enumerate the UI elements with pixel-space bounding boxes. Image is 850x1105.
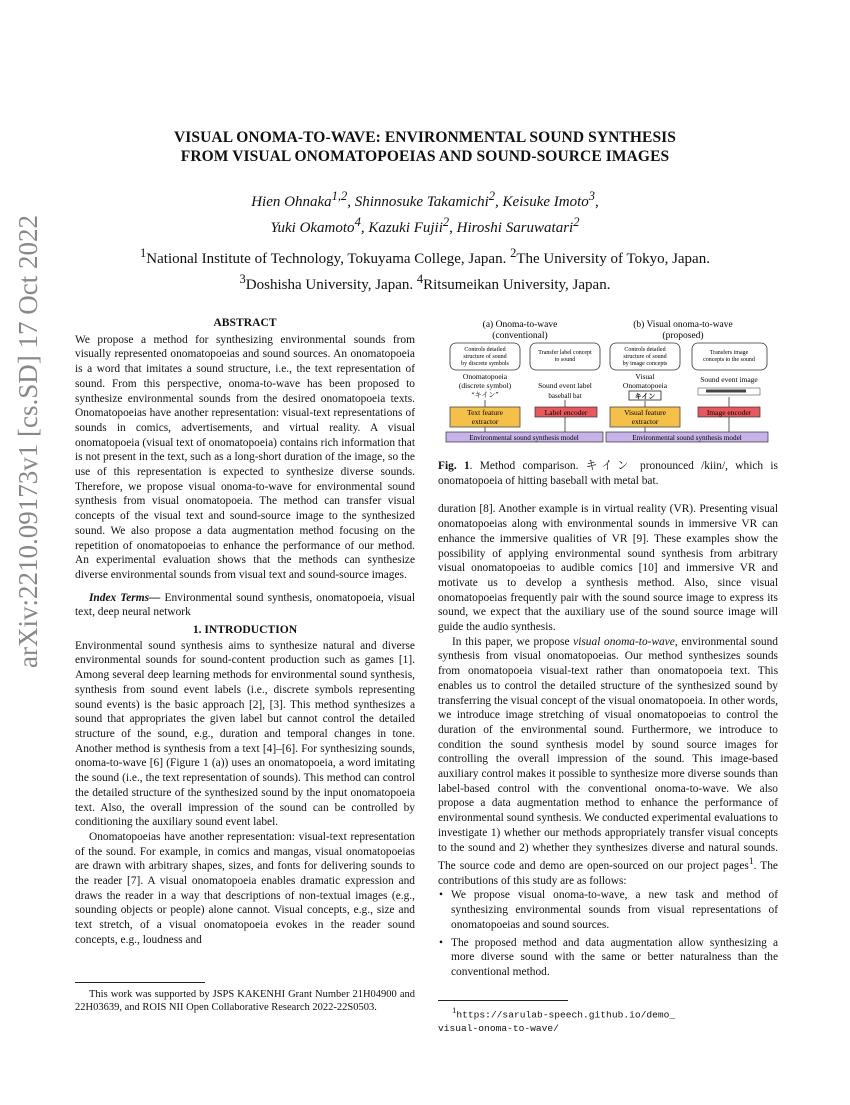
author-sup: 4 <box>354 215 361 229</box>
visual-feature-extractor-label: Visual feature <box>624 408 666 417</box>
left-footnote <box>75 982 415 1014</box>
fig-label-a: (a) Onoma-to-wave <box>482 320 558 330</box>
paper-title <box>80 128 770 166</box>
index-terms-text: Environmental sound synthesis, onomatopoeia, visual text, deep neural network <box>75 591 415 619</box>
bubble-3-text: structure of sound <box>623 354 667 360</box>
arxiv-stamp <box>4 0 48 1100</box>
author-sup: 3 <box>588 189 596 203</box>
author-list: Hien Ohnaka$^{1,2}$, Shinnosuke Takamichi$^2$, Keisuke Imoto$^3$, Yuki Okamoto$^4$, Kazuki Fujii$^2$, Hiroshi Saruwatari$^2$ <box>251 189 599 236</box>
bubble-4-text: Transfers image <box>709 350 749 356</box>
label-encoder-label: Label encoder <box>544 408 588 417</box>
caption-text: . Method comparison. キイン pronounced /kiin/, which is onomatopoeia of hitting baseball with metal bat. <box>438 460 778 487</box>
author-sup: 2 <box>573 215 580 229</box>
affil-text: Ritsumeikan University, Japan. <box>423 277 611 293</box>
fig-label-a2: (conventional) <box>492 331 548 341</box>
affil-sup: 1 <box>140 246 147 260</box>
onomatopoeia-label: (discrete symbol) <box>458 381 512 390</box>
sound-event-image-label: Sound event image <box>700 375 758 384</box>
affil-text: Doshisha University, Japan. <box>245 277 414 293</box>
p2-text: In this paper, we propose <box>452 635 574 648</box>
right-paragraph-1: duration [8]. Another example is in virtual reality (VR). Presenting visual onomatopoeias along with environmental sounds in immersive VR can enhance the immersive qualities of VR [9]. These examples show the possibility of applying environmental sound synthesis from arbitrary visual onomatopoeias to audible comics [10] and immersive VR and motivate us to develop a synthesis method. Also, since visual onomatopoeias frequently pair with the sound source image to express its sound, we expect that the auxiliary use of the sound source image will guide the audio synthesis. <box>438 503 778 634</box>
right-paragraph-2 <box>438 635 778 889</box>
intro-paragraph-1: Environmental sound synthesis aims to synthesize natural and diverse environmental sounds for sound-content production such as games [1]. Among several deep learning methods for environmental sound synthesis, synthesis from sound event labels (i.e., discrete symbols representing sound events) is the basic approach [2], [3]. This method synthesizes a sound that appropriates the given label but cannot control the detailed structure of the sound, e.g., duration and temporal changes in tone. Another method is synthesis from a text [4]–[6]. For synthesizing sounds, onoma-to-wave [6] (Figure 1 (a)) uses an onomatopoeia, a word imitating the sound (i.e., the text representation of sounds). This method can control the detailed structure of the synthesized sound by the input onomatopoeia text. Also, the overall impression of the sound can be controlled by conditioning the auxiliary sound event label. <box>75 639 415 829</box>
p2-text: , environmental sound synthesis from visual onomatopoeias. Our method synthesizes sounds from onomatopoeia visual-text rather than onomatopoeia text. This enables us to control the detailed structure of the synthesized sound by transferring the visual concept of the visual onomatopoeia. In other words, we introduce image stretching of visual onomatopoeias to control the duration of the environmental sound. Furthermore, we introduce to condition the sound synthesis model by sound source images for controlling the overall impression of the sound. This image-based auxiliary control makes it possible to synthesize more diverse sounds than label-based control with the conventional onoma-to-wave. We also propose a data augmentation method to enhance the performance of environmental sound synthesis. We conducted experimental evaluations to investigate 1) whether our methods appropriately transfer visual concepts to the sound and 2) whether they synthesizes diverse and natural sounds. The source code and demo are open-sourced on our project pages <box>438 635 778 873</box>
author-name: Yuki Okamoto <box>270 220 355 236</box>
intro-heading: 1. INTRODUCTION <box>192 623 298 637</box>
figure-1 <box>440 316 780 446</box>
author-sup: 1,2 <box>331 189 348 203</box>
footnote-url[interactable]: https://sarulab-speech.github.io/demo_ <box>456 1009 676 1021</box>
footnote-url[interactable]: visual-onoma-to-wave/ <box>438 1022 559 1034</box>
caption-label: Fig. 1 <box>438 460 470 472</box>
affil-text: National Institute of Technology, Tokuyama College, Japan. <box>146 251 507 267</box>
bubble-3-text: by image concepts <box>622 361 668 367</box>
author-sup: 2 <box>488 189 496 203</box>
contribution-list <box>438 888 778 979</box>
bubble-2-text: to sound <box>554 357 576 363</box>
visual-onomatopoeia-glyph: キイン <box>634 392 656 401</box>
visual-onomatopoeia-label: Onomatopoeia <box>622 381 668 390</box>
footnote-mark: 1 <box>748 857 754 868</box>
image-encoder-label: Image encoder <box>706 408 752 417</box>
footnote-rule <box>75 982 205 983</box>
arxiv-id-text: arXiv:2210.09173v1 [cs.SD] 17 Oct 2022 <box>13 215 43 668</box>
affil-text: The University of Tokyo, Japan. <box>516 251 710 267</box>
intro-paragraph-2: Onomatopoeias have another representation: visual-text representation of the sound. For example, in comics and mangas, visual onomatopoeias are drawn with arbitrary shapes, sizes, and fonts for delivering sounds to the reader [7]. A visual onomatopoeia enables dramatic expression and draws the reader in a way that descriptions of non-textual images (e.g., sounding objects or people) alone cannot. Visual concepts, e.g., size and text stretch, of a visual onomatopoeia evokes in the reader sound concepts, e.g., loudness and <box>75 830 415 946</box>
bubble-3-text: Controls detailed <box>624 347 666 353</box>
funding-footnote: This work was supported by JSPS KAKENHI Grant Number 21H04900 and 22H03639, and ROIS NII Open Collaborative Research 2022-22S0503. <box>75 989 415 1013</box>
onomatopoeia-label: Onomatopoeia <box>462 372 508 381</box>
visual-onomatopoeia-label: Visual <box>635 372 655 381</box>
right-column <box>438 459 778 983</box>
index-terms-label: Index Terms— <box>89 591 161 604</box>
url-footnote <box>438 1004 778 1035</box>
synthesis-model-label: Environmental sound synthesis model <box>632 434 742 442</box>
abstract-heading: ABSTRACT <box>213 316 277 329</box>
text-feature-extractor-label: Text feature <box>467 408 503 417</box>
abstract-text: We propose a method for synthesizing environmental sounds from visually represented onomatopoeias and sound sources. An onomatopoeia is a word that imitates a sound structure, i.e., the text representation of sound. From this perspective, onoma-to-wave has been proposed to synthesize environmental sounds from the desired onomatopoeia texts. Onomatopoeias have another representation: visual-text representations of sounds in comics, advertisements, and virtual reality. A visual onomatopoeia (visual text of onomatopoeia) contains rich information that is not present in the text, such as a long-short duration of the image, so the use of this representation is expected to synthesize diverse sounds. Therefore, we propose visual onoma-to-wave for environmental sound synthesis from visual onomatopoeia. The method can transfer visual concepts of the visual text and sound-source image to the synthesized sound. We also propose a data augmentation method focusing on the repetition of onomatopoeias to enhance the performance of our method. An experimental evaluation shows that the methods can synthesize diverse environmental sounds from visual text and sound-source images. <box>75 333 415 581</box>
text-feature-extractor-label: extractor <box>471 417 499 426</box>
bubble-4-text: concepts to the sound <box>703 357 755 363</box>
author-name: Hiroshi Saruwatari <box>456 220 574 236</box>
title-line-2: FROM VISUAL ONOMATOPOEIAS AND SOUND-SOURCE IMAGES <box>180 148 670 165</box>
p2-text: . The contributions of this study are as follows: <box>438 860 778 887</box>
affiliations <box>80 243 770 295</box>
affil-sup: 3 <box>239 272 246 286</box>
left-column <box>75 316 415 948</box>
visual-feature-extractor-label: extractor <box>631 417 659 426</box>
p2-emphasis: visual onoma-to-wave <box>573 635 675 648</box>
right-footnote <box>438 1000 778 1035</box>
title-line-1: VISUAL ONOMA-TO-WAVE: ENVIRONMENTAL SOUND SYNTHESIS <box>173 129 677 146</box>
sound-event-value: baseball bat <box>548 392 582 400</box>
index-terms <box>75 591 415 620</box>
fig-label-b: (b) Visual onoma-to-wave <box>633 320 733 330</box>
baseball-bat-icon <box>706 390 746 393</box>
bubble-1-text: Controls detailed <box>464 347 506 353</box>
bubble-1-text: by discrete symbols <box>461 361 509 367</box>
author-name: Hien Ohnaka <box>251 194 332 210</box>
author-name: Keisuke Imoto <box>502 194 589 210</box>
author-sup: 2 <box>442 215 450 229</box>
synthesis-model-label: Environmental sound synthesis model <box>469 434 579 442</box>
onomatopoeia-text: “キイン” <box>471 391 499 399</box>
list-item: • The proposed method and data augmentation allow synthesizing a more diverse sound with the same or better naturalness than the conventional method. <box>438 936 778 980</box>
bubble-2-text: Transfer label concept <box>538 350 592 356</box>
author-name: Kazuki Fujii <box>368 220 443 236</box>
bubble-1-text: structure of sound <box>463 354 507 360</box>
affil-sup: 4 <box>416 272 424 286</box>
fig-label-b2: (proposed) <box>662 331 704 341</box>
author-name: Shinnosuke Takamichi <box>354 194 489 210</box>
sound-event-label: Sound event label <box>538 381 592 390</box>
footnote-rule <box>438 1000 568 1001</box>
footnote-sup: 1 <box>452 1005 457 1015</box>
figure-caption <box>438 459 778 488</box>
list-item: • We propose visual onoma-to-wave, a new task and method of synthesizing environmental sounds from visual representations of onomatopoeias and sound sources. <box>438 888 778 932</box>
affil-sup: 2 <box>510 246 517 260</box>
